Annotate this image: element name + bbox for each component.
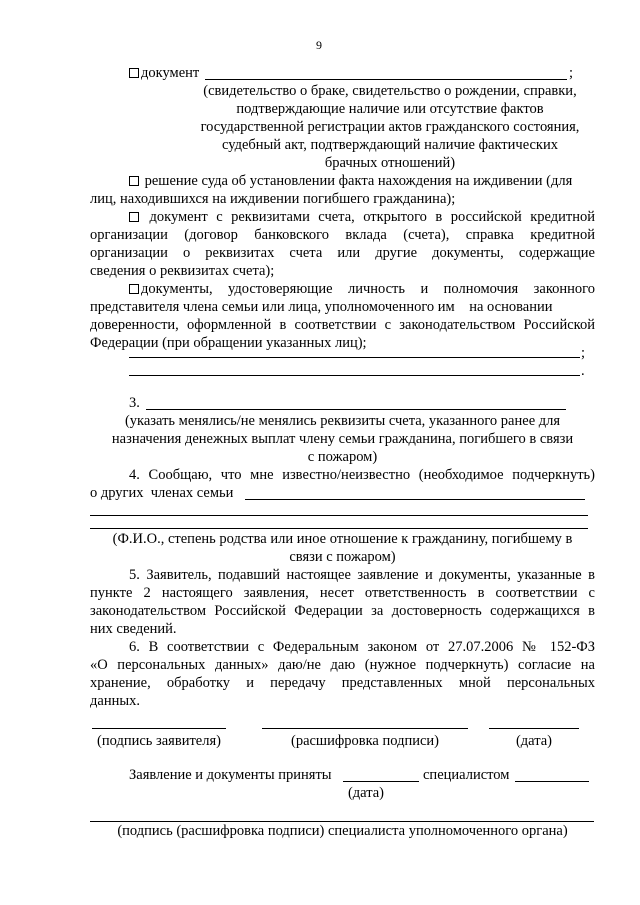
identity-blank-end: ; [581, 345, 586, 361]
account-item-line: организации (договор банковского вклада (счета), справка кредитной [90, 227, 595, 243]
item6-line: «О персональных данных» даю/не даю (нужное подчеркнуть) согласие на [90, 657, 595, 673]
identity-item [129, 280, 595, 298]
signature-line[interactable] [92, 728, 226, 729]
account-item [129, 208, 595, 226]
item3-number: 3. [129, 395, 140, 411]
document-item-end: ; [569, 65, 574, 81]
court-item-line: лиц, находившихся на иждивении погибшего гражданина); [90, 191, 456, 207]
date-line[interactable] [489, 728, 579, 729]
checkbox-icon[interactable] [129, 284, 139, 294]
identity-item-line: доверенности, оформленной в соответствии с законодательством Российской [90, 317, 595, 333]
account-item-line: организации о реквизитах счета или другие документы, содержащие [90, 245, 595, 261]
item4-note-line: (Ф.И.О., степень родства или иное отношение к гражданину, погибшему в [112, 531, 573, 547]
item5-line: пункте 2 настоящего заявления, несет ответственность в соответствии с [90, 585, 595, 601]
item4-blank-line[interactable] [90, 515, 588, 516]
identity-blank-end: . [581, 363, 585, 379]
checkbox-icon[interactable] [129, 212, 139, 222]
date-label: (дата) [515, 733, 553, 749]
item6-line: 6. В соответствии с Федеральным законом от 27.07.2006 № 152-ФЗ [129, 639, 595, 655]
acceptance-prefix: Заявление и документы приняты [129, 767, 332, 783]
acceptance-date-label: (дата) [347, 785, 385, 801]
item4-line: 4. Сообщаю, что мне известно/неизвестно (необходимое подчеркнуть) [129, 467, 595, 483]
acceptance-date-line[interactable] [343, 781, 419, 782]
checkbox-icon[interactable] [129, 176, 139, 186]
item3-note-line: с пожаром) [307, 449, 378, 465]
item4-blank-line[interactable] [90, 528, 588, 529]
item5-line: 5. Заявитель, подавший настоящее заявление и документы, указанные в [129, 567, 595, 583]
document-note-line: подтверждающие наличие или отсутствие фактов [236, 101, 544, 117]
document-item [129, 64, 199, 82]
item4-blank-line[interactable] [245, 499, 585, 500]
identity-item-text: документы, удостоверяющие личность и полномочия законного [141, 281, 595, 297]
identity-blank-line[interactable] [129, 375, 580, 376]
checkbox-icon[interactable] [129, 68, 139, 78]
item3-blank-line[interactable] [146, 409, 566, 410]
document-note-line: (свидетельство о браке, свидетельство о рождении, справки, [203, 83, 577, 99]
document-item-label: документ [141, 65, 200, 81]
signature-label: (подпись заявителя) [97, 733, 221, 749]
identity-item-line: Федерации (при обращении указанных лиц); [90, 335, 367, 351]
court-item-text: решение суда об установлении факта нахождения на иждивении (для [144, 173, 573, 189]
page-number: 9 [316, 38, 322, 52]
item4-note-line: связи с пожаром) [289, 549, 396, 565]
item5-line: законодательством Российской Федерации за достоверность содержащихся в [90, 603, 595, 619]
account-item-line: сведения о реквизитах счета); [90, 263, 275, 279]
document-note-line: судебный акт, подтверждающий наличие фактических [222, 137, 558, 153]
item4-line: о других членах семьи [90, 485, 234, 501]
item6-line: хранение, обработку и передачу представленных мной персональных [90, 675, 595, 691]
acceptance-specialist-line[interactable] [515, 781, 589, 782]
document-note-line: брачных отношений) [324, 155, 456, 171]
footer-caption: (подпись (расшифровка подписи) специалиста уполномоченного органа) [117, 823, 568, 839]
decoding-label: (расшифровка подписи) [290, 733, 440, 749]
court-item [129, 172, 572, 190]
item3-note-line: (указать менялись/не менялись реквизиты счета, указанного ранее для [124, 413, 561, 429]
item6-line: данных. [90, 693, 140, 709]
document-blank-line[interactable] [205, 79, 567, 80]
identity-blank-line[interactable] [129, 357, 580, 358]
item3-note-line: назначения денежных выплат члену семьи гражданина, погибшего в связи [111, 431, 574, 447]
account-item-text: документ с реквизитами счета, открытого в российской кредитной [149, 209, 595, 225]
identity-item-line: представителя члена семьи или лица, уполномоченного им на основании [90, 299, 553, 315]
decoding-line[interactable] [262, 728, 468, 729]
item5-line: них сведений. [90, 621, 177, 637]
acceptance-middle: специалистом [423, 767, 510, 783]
document-note-line: государственной регистрации актов гражданского состояния, [200, 119, 580, 135]
